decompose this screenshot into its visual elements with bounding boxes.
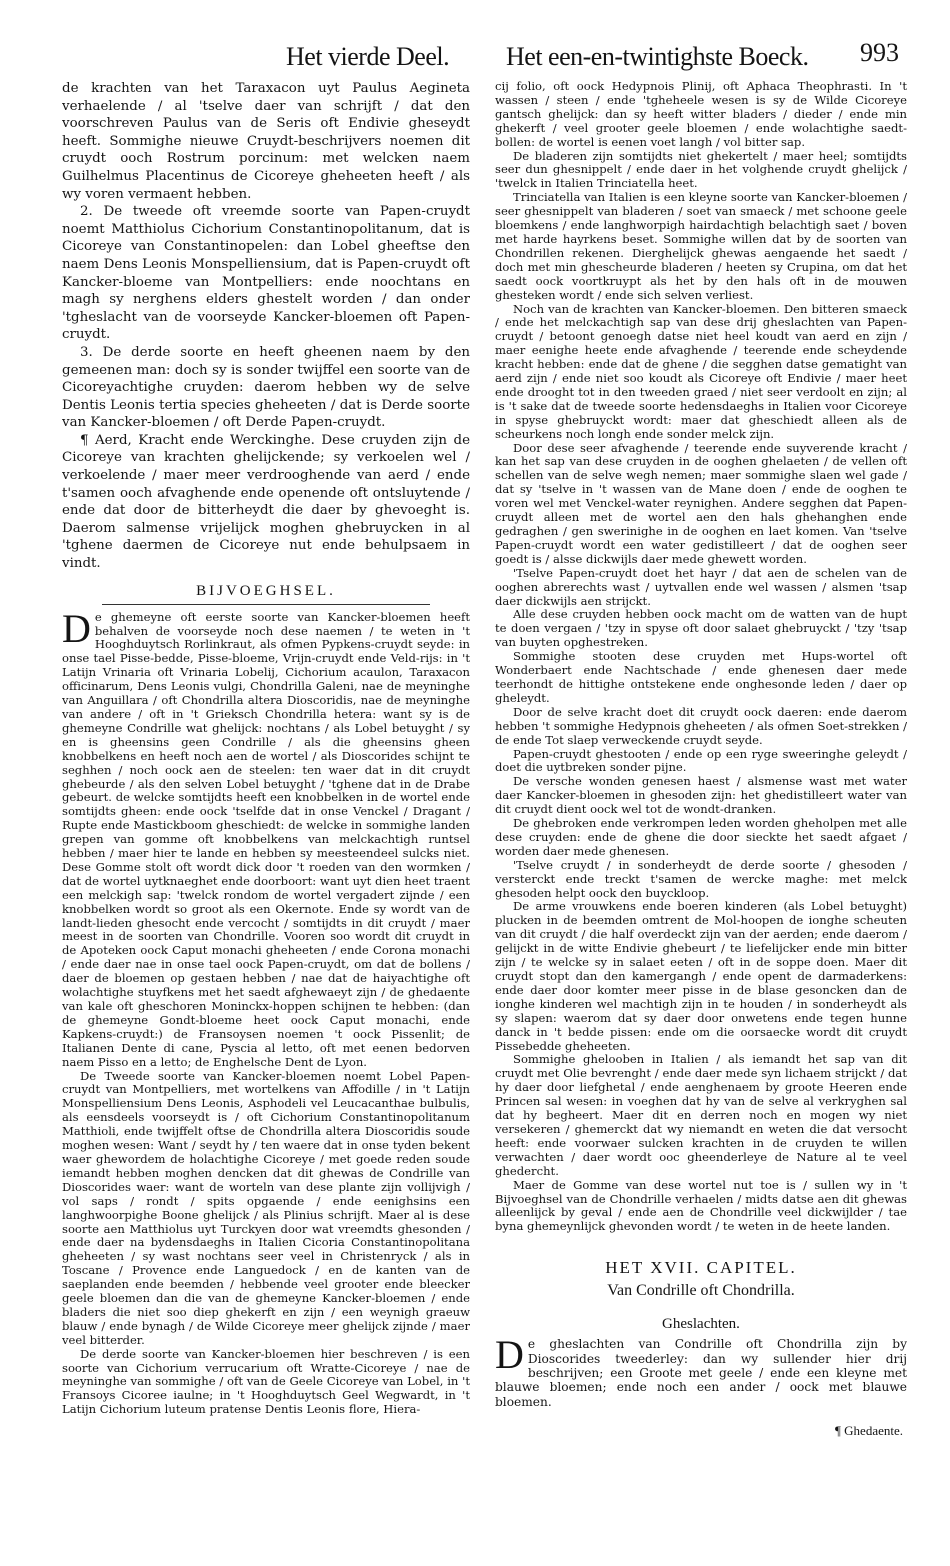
paragraph: De arme vrouwkens ende boeren kinderen (als Lobel betuyght) plucken in de beemden omtrent de Mol-hoopen de ionghe scheuten van dit cruydt / die half overdeckt zijn van der aerden; ende daerom / gelijckt in de witte Endivie ghebeurt / te liefelijcker ende min bitter zijn / te welcke sy in salaet eeten / oft in de soppe doen. Maer dit cruydt stopt dan den kamergangh / ende opent de darmaderkens: ende daer door komter meer pisse in de blase gesoncken dan de ionghe kinderen wel machtigh zijn in te houden / in sonderheydt als sy slapen: waerom dat sy daer door onwetens ende tegen hunne danck in 't bedde pissen: ende om die oorsaecke wordt dit cruydt Pissebedde gheheeten.	[495, 899, 907, 1053]
paragraph: 'Tselve Papen-cruydt doet het hayr / dat aen de schelen van de ooghen abrerechts wast / uytvallen ende wel wassen / alsmen 'tsap daer dickwijls aen strijckt.	[495, 565, 907, 608]
section-rule	[102, 604, 430, 605]
paragraph: Alle dese cruyden hebben oock macht om de watten van de hupt te doen vergaen / 'tzy in spyse oft door salaet ghebruyckt / 'tzy 'tsap van buyten opghestreken.	[495, 607, 907, 650]
paragraph: Maer de Gomme van dese wortel nut toe is / sullen wy in 't Bijvoeghsel van de Chondrille verhaelen / midts datse aen dit ghewas alleenlijck by geval / ende aen de Chondrille veel dickwijlder / tae byna ghemeynlijck ghevonden wordt / te weten in de heete landen.	[495, 1177, 907, 1234]
paragraph: Door dese seer afvaghende / teerende ende suyverende kracht / kan het sap van dese cruyden in de ooghen ghelaeten / de vellen oft schellen van de selve wegh nemen; maer sommighe slaen wel gade / dat sy 'tselve in 't wassen van de Mane doen / ende de ooghen te voren wel met Venckel-water reynighen. Andere segghen dat Papen-cruydt alleen met de wortel aen den hals ghehanghen ende gedraghen / gen swerinighe in de ooghen en laet komen. Van 'tselve Papen-cruydt wordt een water gedistilleert / dat de ooghen seer goedt is / alsse dickwijls daer mede ghewett worden.	[495, 440, 907, 566]
paragraph: Sommighe ghelooben in Italien / als iemandt het sap van dit cruydt met Olie bevrenght / ende daer mede syn lichaem strijckt / dat hy daer door liefghetal / ende aenghenaem by groote Heeren ende Princen sal wesen: in voeghen dat hy van de selve al verkryghen sal dat hy begheert. Maer dit en derren noch en mogen wy niet versekeren / ghemerckt dat wy niemandt en weten die dat versocht heeft: ende voorwaer sulcken krachten in de cruyden te willen verwachten / daer wordt ooc gheenderleye de Nature al te veel ghedercht.	[495, 1052, 907, 1178]
paragraph: De gheslachten van Condrille oft Chondrilla zijn by Dioscorides tweederley: dan wy sullender hier drij beschrijven; een Groote met geele / ende een kleyne met blauwe bloemen; ende noch een ander / oock met blauwe bloemen.	[495, 1332, 907, 1409]
paragraph: De ghebroken ende verkrompen leden worden gheholpen met alle dese cruyden: ende de ghene die door sieckte het saedt afgaet / worden daer mede ghenesen.	[495, 816, 907, 858]
catchword: ¶ Ghedaente.	[835, 1423, 903, 1439]
paragraph: De derde soorte van Kancker-bloemen hier beschreven / is een soorte van Cichorium verrucarium oft Wratte-Cicoreye / nae de meyninghe van sommighe / oft van de Geele Cicoreye van Lobel, in 't Fransoys Cicoree iaulne; in 't Hooghduytsch Geel Wegwardt, in 't Latijn Cichorium luteum pratense Dentis Leonis flore, Hiera-	[62, 1346, 470, 1417]
paragraph: 3. De derde soorte en heeft gheenen naem by den gemeenen man: doch sy is sonder twijffel een soorte van de Cicoreyachtighe cruyden: daerom hebben wy de selve Dentis Leonis tertia species gheheeten / dat is Derde soorte van Kancker-bloemen / oft Derde Papen-cruydt.	[62, 344, 470, 431]
paragraph: De ghemeyne oft eerste soorte van Kancker-bloemen heeft behalven de voorseyde noch dese naemen / te weten in 't Hooghduytsch Rorlinkraut, als ofmen Pypkens-cruydt seyde: in onse tael Pisse-bedde, Pisse-bloeme, Vrijn-cruydt ende Veld-rijs: in 't Latijn Vrinaria oft Vrinaria Lobelij, Cichorium acaulon, Taraxacon officinarum, Dens Leonis vulgi, Chondrilla Galeni, nae de meyninghe van Anguillara / oft Chondrilla altera Dioscoridis, nae de meyninghe van andere / oft in 't Grieksch Chondrilla hetera: want sy is de ghemeyne Condrille wat ghelijck: nochtans / als Lobel betuyght / sy en is gheensins geen Condrille / als die gheensins gheen knobbelkens en heeft noch aen de wortel / als Dioscorides schijnt te seghhen / noch oock aen de steelen: ten waer dat in dit cruydt ghebeurde / als den selven Lobel betuyght / 'tghene dat in de Drabe gebeurt. de welcke somtijdts heeft een knobbelken in de wortel ende somtijdts gheen: ende oock 'tselfde dat in onse Venckel / Dragant / Rupte ende Mastickboom gheschiedt: de welcke in sommighe landen grepen van gomme oft knobbelkens van melckachtigh runtsel hebben / maer hier te lande en hebben sy meesteendeel sulcks niet. Dese Gomme stolt oft wordt dick door 't roeden van den wormken / dat de wortel uytknaeghet ende doorboort: want uyt dien heet traent een melckigh sap: 'twelck rondom de wortel vergadert zijnde / een knobbelken wordt so groot als een Okernote. Ende sy wordt van de landt-lieden ghesocht ende vercocht / somtijdts in dit cruydt / maer meest in de soorten van Chondrille. Vooren soo wordt dit cruydt in de Apoteken oock Caput monachi gheheeten / ende Corona monachi / ende daer nae in onse tael oock Papen-cruydt, om dat de bollens / daer de bloemen op gestaen hebben / nae dat de haiyachtighe oft wolachtighe stuyfkens met het saedt afghewaeyt zijn / de ghedaente van kale oft gheschoren Moninckx-hoppen schijnen te hebben: (dan de ghemeyne Gondt-bloeme heet oock Caput monachi, ende Kapkens-cruydt:) de Fransoysen noemen 't oock Pissenlit; de Italianen Dente di cane, Pyscia al letto, oft met eenen bedorven naem Pisso en a letto; de Enghelsche Dent de Lyon.	[62, 605, 470, 1069]
running-header	[0, 32, 950, 80]
paragraph: De bladeren zijn somtijdts niet ghekertelt / maer heel; somtijdts seer dun ghesnippelt / ende daer in het volghende cruydt ghelijck / 'twelck in Italien Trinciatella heet.	[495, 148, 907, 191]
chapter-heading: HET XVII. CAPITEL.	[605, 1258, 797, 1278]
section-title: BIJVOEGHSEL.	[196, 582, 336, 599]
right-column	[495, 80, 907, 1520]
paragraph: Trinciatella van Italien is een kleyne soorte van Kancker-bloemen / seer ghesnippelt van bladeren / soet van smaeck / met schoone geele bloemkens / ende langhworpigh hairdachtigh belachtigh saet / boven met harde hayrkens beset. Sommighe willen dat by de soorten van Chondrillen rekenen. Dierghelijck ghewas aengaende het saedt / doch met min ghescheurde bladeren / heeten sy Crupina, om dat het saedt oock voortkruypt als het by den hals oft in de mouwen ghesteken wordt / ende sich selven verliest.	[495, 190, 907, 302]
paragraph: Sommighe stooten dese cruyden met Hups-wortel oft Wonderbaert ende Nachtschade / ende ghenesen daer mede teerhondt de hittighe ontstekene ende onghesonde leden / daer op gheleydt.	[495, 649, 907, 705]
paragraph: cij folio, oft oock Hedypnois Plinij, oft Aphaca Theophrasti. In 't wassen / steen / ende 'tgheheele wesen is sy de Wilde Cicoreye gantsch ghelijck: dan sy heeft witter bladers / dieder / ende min ghekerft / veel grooter geele bloemen / ende wolachtighe saedt-bollen: de wortel is eenen voet langh / vol bitter sap.	[495, 80, 907, 149]
paragraph: De versche wonden genesen haest / alsmense wast met water daer Kancker-bloemen in ghesoden zijn: het ghedistilleert water van dit cruydt dient oock wel tot de wondt-dranken.	[495, 774, 907, 817]
chapter-subtitle: Van Condrille oft Chondrilla.	[607, 1282, 795, 1300]
book-title: Het een-en-twintighste Boeck.	[506, 42, 809, 71]
page-number: 993	[860, 38, 899, 67]
part-title: Het vierde Deel.	[286, 42, 450, 71]
paragraph: Door de selve kracht doet dit cruydt oock daeren: ende daerom hebben 't sommighe Hedypnois gheheeten / als ofmen Soet-strekken / de ende Tot slaep verweckende cruydt seyde.	[495, 704, 907, 747]
subsection-label: Gheslachten.	[662, 1316, 740, 1333]
paragraph: 'Tselve cruydt / in sonderheydt de derde soorte / ghesoden / versterckt ende treckt t'samen de wercke maghe: met melck ghesoden helpt oock den buyckloop.	[495, 857, 907, 900]
left-column	[62, 80, 470, 1520]
paragraph: De Tweede soorte van Kancker-bloemen noemt Lobel Papen-cruydt van Montpelliers, met wortelkens van Affodille / in 't Latijn Monspelliensium Dens Leonis, Asphodeli vel Leucacanthae bulbulis, als eensdeels voorseydt is / oft Cichorium Constantinopolitanum Matthioli, ende twijffelt oftse de Chondrilla altera Dioscoridis soude moghen wesen: Want / seydt hy / ten waere dat in onse tyden bekent waer ghewordem de holachtighe Cicoreye / met goede reden soude iemandt hebben moghen dencken dat dit ghewas de Condrille van Dioscorides waer: want de worteln van dese plante zijn vollijvigh / vol saps / rondt / spits opgaende / ende eenighsins een langhwoorpighe Boone ghelijck / als Plinius schrijft. Maer al is dese soorte aen Matthiolus uyt Turckyen door wat vreemdts ghesonden / ende daer na bydensdaeghs in Italien Cicoria Constantinopolitana gheheeten / sy wast nochtans seer veel in Christenryck / als in Toscane / Provence ende Languedock / en de kanten van de saeplanden ende beemden / hebbende veel grooter ende bleecker geele bloemen dan die van de ghemeyne Kancker-bloemen / ende bladers die niet soo diep ghekerft en zijn / een weynigh graeuw blauw / ende bynagh / de Wilde Cicoreye meer ghelijck zijnde / maer veel bitterder.	[62, 1068, 470, 1347]
paragraph: Papen-cruydt ghestooten / ende op een ryge sweeringhe geleydt / doet die uytbreken sonder pijne.	[495, 746, 907, 775]
paragraph: Noch van de krachten van Kancker-bloemen. Den bitteren smaeck / ende het melckachtigh sap van dese drij gheslachten van Papen-cruydt / betoont genoegh datse niet heel koudt van aerd en zijn / maer eenighe heete ende afvaghende / teerende ende scheydende kracht hebben: ende dat de ghene / die segghen datse gematight van aerd zijn / ende niet soo koudt als Cicoreye oft Endivie / maer heet ende drooght tot in den tweeden graed / niet seer verdoolt en zijn; al is 't sake dat de tweede soorte hedensdaeghs in Italien voor Cicoreye in spyse ghebruyckt wordt: maer dat gheschiedt alleen als de scheurkens noch longh ende sonder melck zijn.	[495, 301, 907, 441]
paragraph: de krachten van het Taraxacon uyt Paulus Aegineta verhaelende / al 'tselve daer van schrijft / dat den voorschreven Paulus van de Seris oft Endivie gheseydt heeft. Sommighe nieuwe Cruydt-beschrijvers noemen dit cruydt ooch Rostrum porcinum: met welcken naem Guilhelmus Placentinus de Cicoreye gheheeten heeft / als wy voren vermaent hebben.	[62, 81, 470, 202]
paragraph: ¶ Aerd, Kracht ende Werckinghe. Dese cruyden zijn de Cicoreye van krachten ghelijckende; sy verkoelen wel / verkoelende / maer meer verdrooghende van aerd / ende t'samen ooch afvaghende ende openende oft ontsluytende / ende dat door de bitterheydt die daer by ghevoeght is. Daerom salmense vrijelijck moghen ghebruycken in al 'tghene daermen de Cicoreye nut ende behulpsaem in vindt.	[62, 432, 470, 572]
paragraph: 2. De tweede oft vreemde soorte van Papen-cruydt noemt Matthiolus Cichorium Constantinopolitanum, dat is Cicoreye van Constantinopelen: dan Lobel gheeftse den naem Dens Leonis Monspelliensium, dat is Papen-cruydt oft Kancker-bloeme van Montpelliers: ende noochtans en magh sy nerghens elders ghestelt worden / dan onder 'tgheslacht van de voorseyde Kancker-bloemen oft Papen-cruydt.	[62, 204, 470, 343]
